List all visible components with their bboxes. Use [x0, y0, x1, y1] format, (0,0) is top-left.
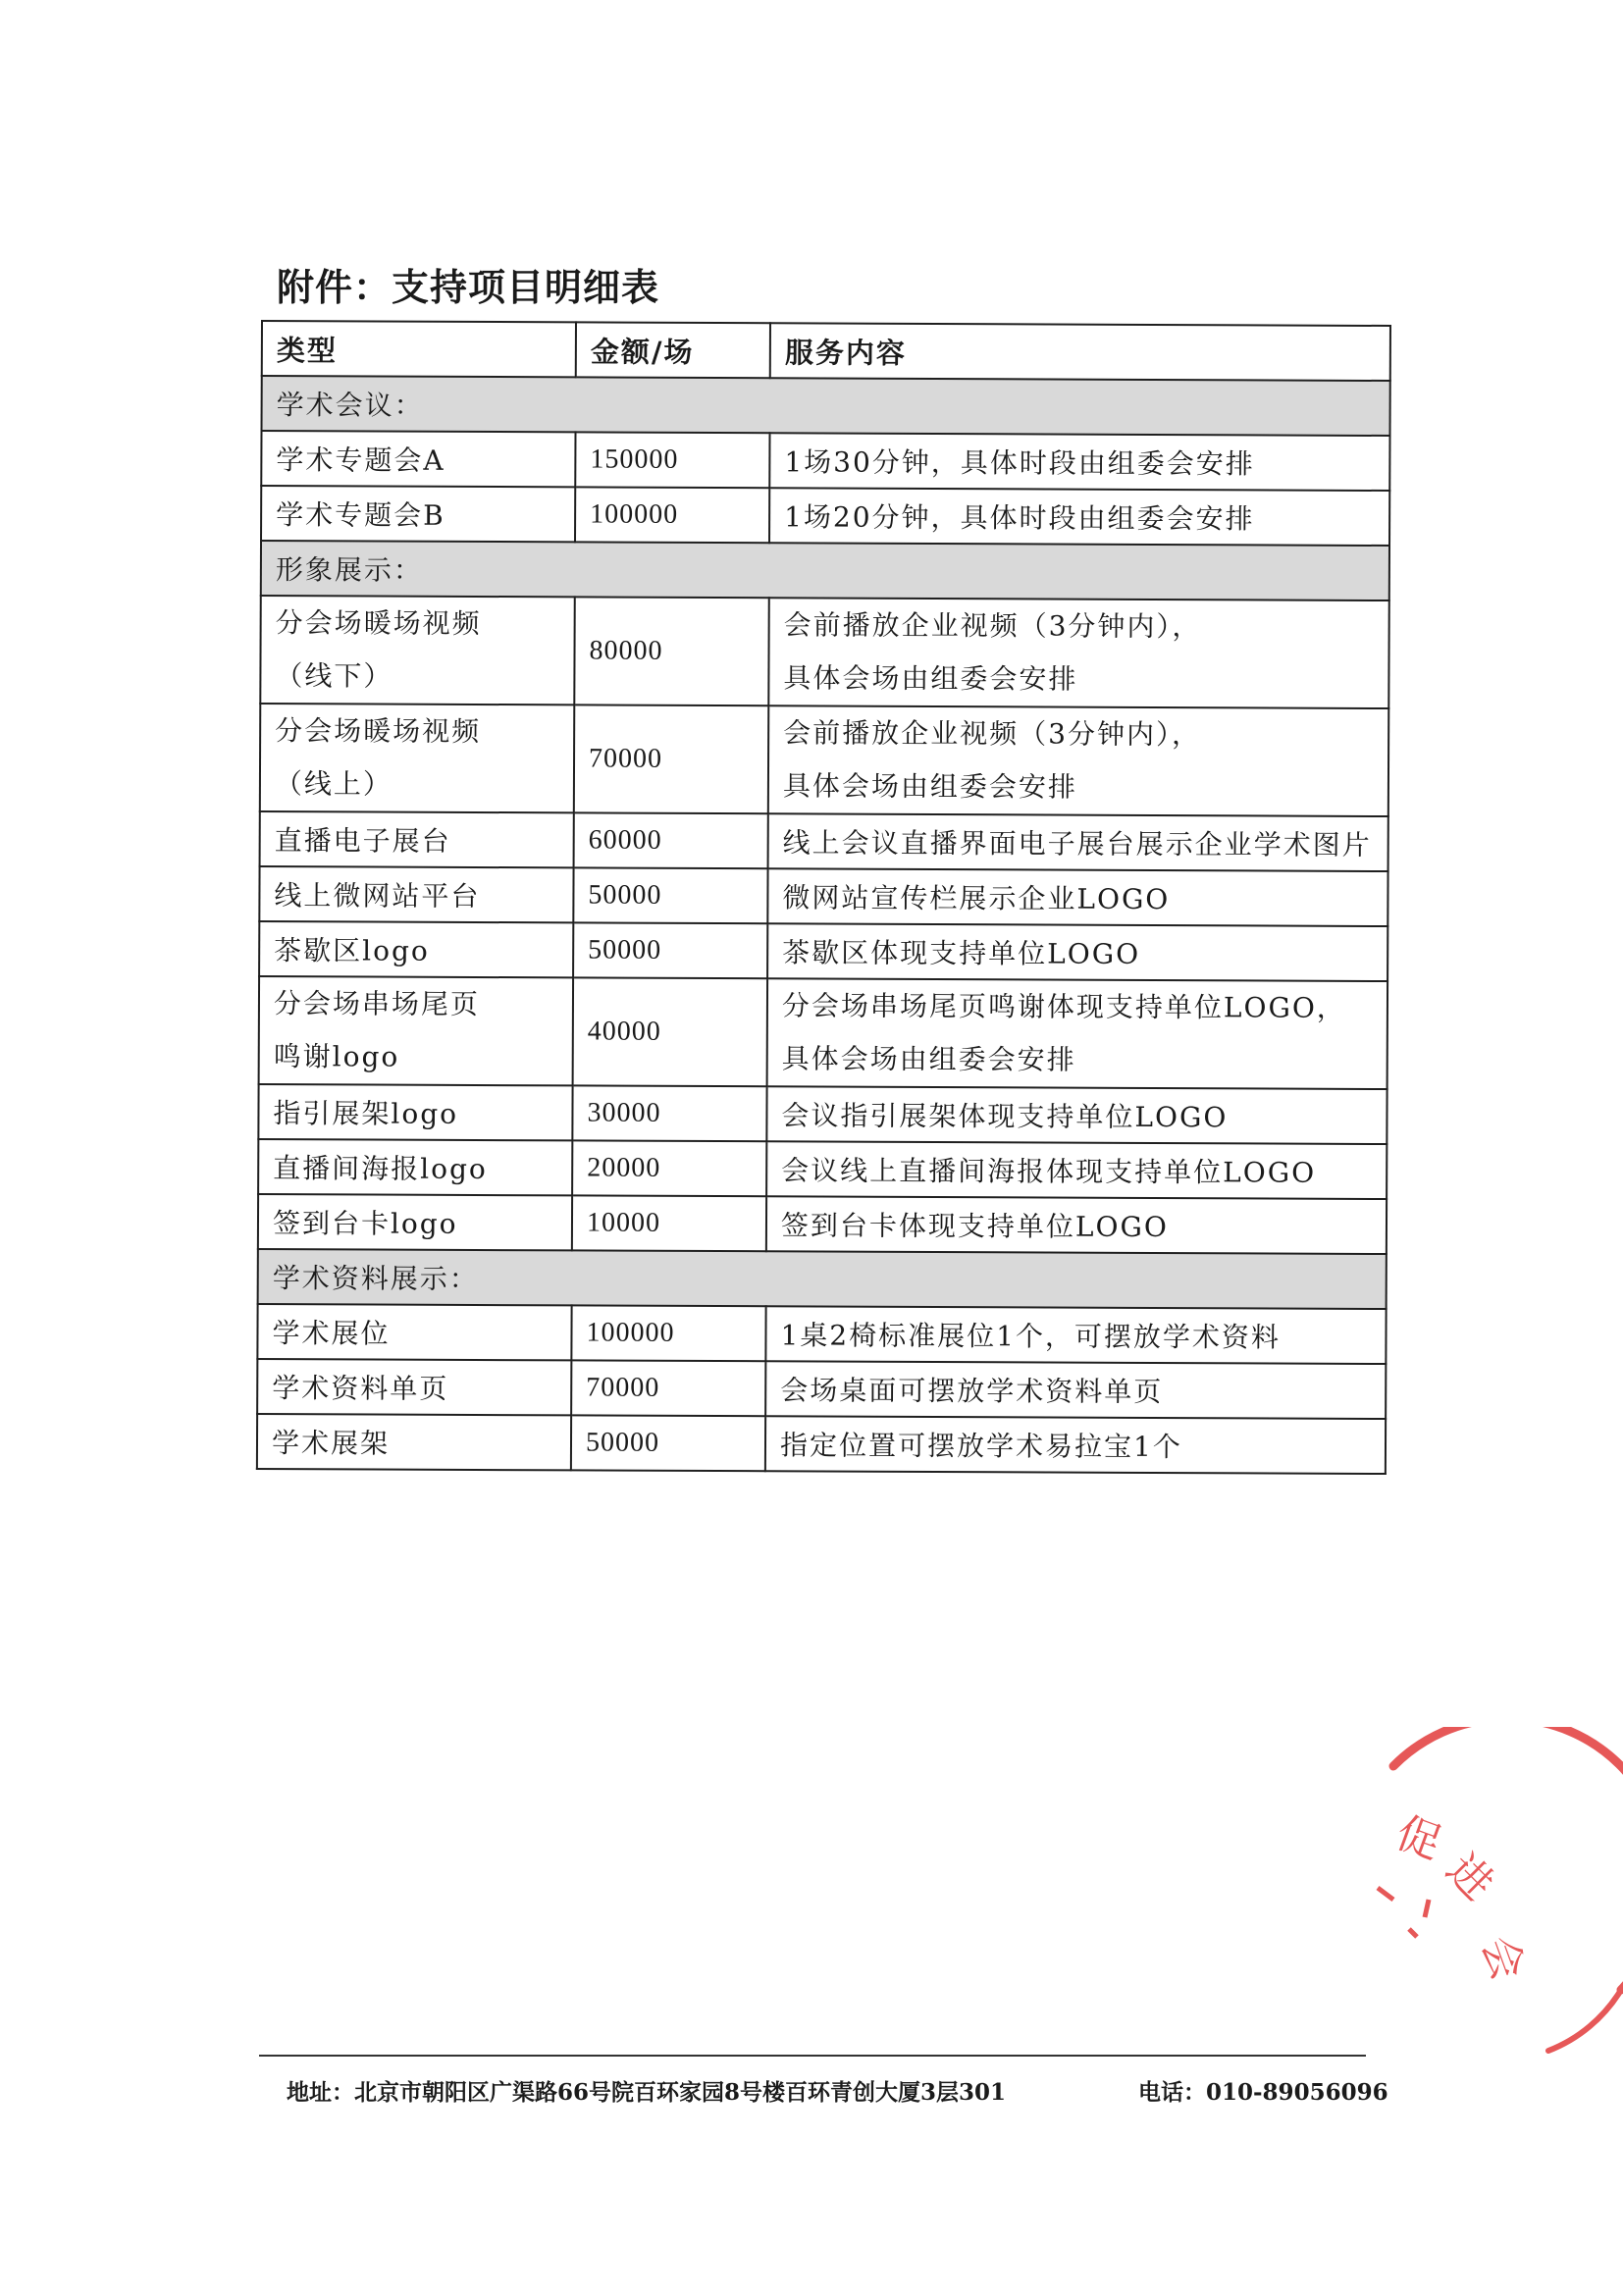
cell-type: [259, 976, 573, 1085]
cell-content-line: 线上会议直播界面电子展台展示企业学术图片: [782, 826, 1372, 861]
cell-content: [768, 705, 1388, 816]
section-row: [262, 376, 1390, 436]
cell-content: [767, 978, 1387, 1089]
cell-content-line: 1场30分钟，具体时段由组委会安排: [784, 445, 1255, 481]
cell-type-line: （线上）: [274, 767, 393, 801]
footer-address: 地址：北京市朝阳区广渠路66号院百环家园8号楼百环青创大厦3层301: [287, 2079, 1007, 2106]
cell-content: [765, 1361, 1386, 1419]
cell-type: [259, 866, 573, 922]
cell-content-line: 会议指引展架体现支持单位LOGO: [781, 1099, 1229, 1134]
table-row: [258, 1194, 1387, 1254]
table-header-row: [262, 321, 1390, 381]
cell-type-line: 直播电子展台: [274, 824, 451, 858]
cell-content-line: 指定位置可摆放学术易拉宝1个: [779, 1429, 1182, 1464]
cell-type: [260, 704, 574, 812]
cell-type-line: 线上微网站平台: [274, 879, 481, 913]
seal-char-1: 促: [1389, 1807, 1448, 1870]
footer-divider: [259, 2055, 1366, 2057]
table-row: [259, 866, 1387, 926]
cell-price: 50000: [573, 867, 767, 923]
cell-price: 40000: [573, 977, 767, 1086]
cell-content: [767, 923, 1387, 981]
cell-type-line: 茶歇区logo: [274, 934, 430, 967]
seal-char-2: 进: [1437, 1844, 1503, 1910]
section-row: [261, 541, 1389, 600]
section-row: [258, 1249, 1387, 1309]
cell-content-line: 具体会场由组委会安排: [782, 769, 1078, 804]
cell-type-line: （线下）: [275, 659, 393, 693]
cell-type-line: 分会场暖场视频: [275, 606, 482, 640]
cell-type-line: 直播间海报logo: [273, 1152, 488, 1186]
cell-type-line: 学术展位: [272, 1317, 391, 1350]
page-title: 附件：支持项目明细表: [277, 265, 660, 309]
cell-content: [766, 1141, 1387, 1199]
cell-type: [258, 1194, 572, 1250]
cell-content-line: 分会场串场尾页鸣谢体现支持单位LOGO，: [781, 989, 1346, 1024]
cell-content: [765, 1416, 1386, 1474]
cell-type-line: 学术资料单页: [272, 1372, 449, 1405]
cell-content-line: 会前播放企业视频（3分钟内），: [783, 716, 1202, 752]
cell-price: 10000: [572, 1195, 766, 1251]
cell-content: [768, 813, 1388, 871]
cell-content-line: 具体会场由组委会安排: [783, 661, 1078, 696]
table-row: [259, 921, 1387, 981]
cell-type: [259, 921, 573, 977]
table-row: [257, 1359, 1386, 1419]
cell-price: 50000: [571, 1415, 765, 1471]
cell-type: [258, 1139, 572, 1195]
cell-content: [766, 1196, 1387, 1254]
table-row: [261, 486, 1389, 546]
cell-type: [257, 1359, 571, 1415]
cell-type: [261, 431, 575, 487]
cell-price: 30000: [572, 1085, 766, 1141]
table-row: [259, 976, 1387, 1089]
cell-content: [765, 1306, 1386, 1364]
cell-content-line: 茶歇区体现支持单位LOGO: [782, 936, 1141, 970]
cell-price: 150000: [575, 432, 769, 488]
cell-price: 80000: [574, 597, 768, 705]
cell-type-line: 鸣谢logo: [273, 1040, 400, 1073]
cell-content: [769, 488, 1389, 546]
cell-content: [767, 868, 1387, 926]
section-label: 形象展示：: [261, 541, 1389, 600]
section-label: 学术资料展示：: [258, 1249, 1387, 1309]
cell-content: [769, 433, 1389, 491]
cell-price: 70000: [574, 704, 768, 813]
table-row: [261, 431, 1389, 491]
table-row: [260, 596, 1388, 708]
header-content: 服务内容: [770, 323, 1390, 381]
cell-type-line: 学术专题会B: [276, 498, 445, 532]
seal-stamp: [1335, 1727, 1623, 2061]
cell-content-line: 会议线上直播间海报体现支持单位LOGO: [781, 1154, 1317, 1189]
cell-content: [768, 598, 1388, 708]
cell-content-line: 1场20分钟，具体时段由组委会安排: [784, 500, 1255, 536]
seal-ring-arc-lower: [1548, 1990, 1621, 2051]
cell-type: [258, 1084, 572, 1140]
cell-price: 100000: [571, 1305, 765, 1361]
cell-price: 50000: [573, 922, 767, 978]
cell-content-line: 微网站宣传栏展示企业LOGO: [782, 881, 1171, 916]
cell-type-line: 分会场暖场视频: [275, 714, 482, 748]
cell-type-line: 学术专题会A: [276, 444, 445, 477]
table-row: [260, 811, 1388, 871]
footer-phone: 电话：010-89056096: [1138, 2079, 1388, 2106]
cell-content-line: 会场桌面可摆放学术资料单页: [780, 1374, 1164, 1409]
cell-content: [766, 1086, 1387, 1144]
cell-price: 70000: [571, 1360, 765, 1416]
cell-content-line: 签到台卡体现支持单位LOGO: [780, 1209, 1169, 1244]
cell-content-line: 具体会场由组委会安排: [781, 1042, 1076, 1076]
cell-type-line: 分会场串场尾页: [273, 987, 481, 1020]
cell-type: [260, 596, 574, 704]
cell-type: [261, 486, 575, 542]
seal-char-3: 会: [1471, 1929, 1534, 1988]
table-row: [260, 704, 1388, 816]
section-label: 学术会议：: [262, 376, 1390, 436]
cell-type-line: 签到台卡logo: [272, 1207, 458, 1240]
cell-content-line: 会前播放企业视频（3分钟内），: [783, 608, 1202, 644]
table-row: [257, 1304, 1386, 1364]
table-body: [257, 376, 1390, 1474]
support-items-table: [256, 320, 1391, 1475]
cell-type: [257, 1304, 571, 1360]
seal-mark: [1378, 1888, 1429, 1937]
cell-type-line: 学术展架: [271, 1427, 391, 1460]
table-row: [257, 1414, 1386, 1474]
header-type: 类型: [262, 321, 576, 377]
cell-type: [257, 1414, 571, 1470]
cell-type-line: 指引展架logo: [273, 1097, 459, 1130]
cell-price: 60000: [574, 812, 768, 868]
cell-price: 20000: [572, 1140, 766, 1196]
table-row: [258, 1139, 1387, 1199]
cell-type: [260, 811, 574, 867]
header-price: 金额/场: [576, 322, 770, 378]
cell-price: 100000: [575, 487, 769, 543]
cell-content-line: 1桌2椅标准展位1个，可摆放学术资料: [780, 1319, 1282, 1354]
table-row: [258, 1084, 1387, 1144]
